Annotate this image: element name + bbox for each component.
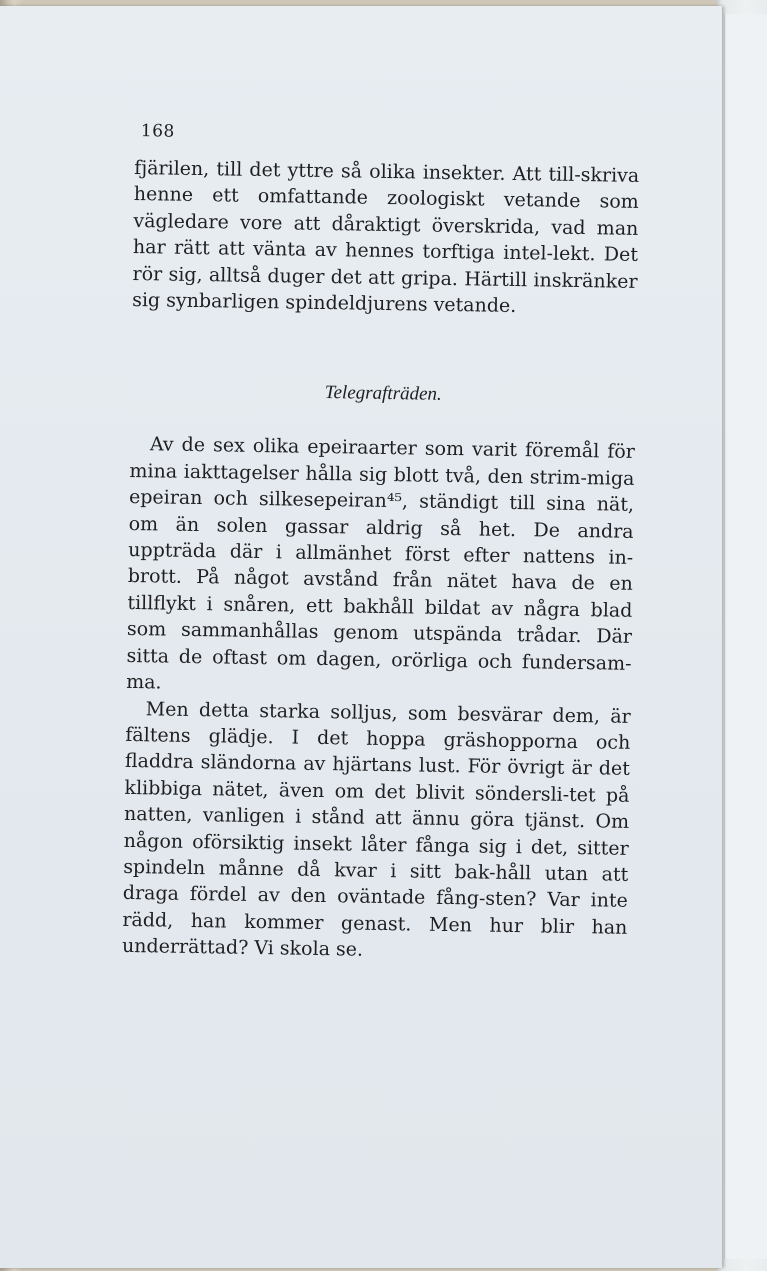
page-number: 168 [140, 121, 175, 142]
paragraph-2: Av de sex olika epeiraarter som varit föremål för mina iakttagelser hålla sig blott två, den strim-miga epeiran och silkesepeiran⁴⁵, ständigt till sina nät, om än solen gassar aldrig så het. De andra uppträda där i allmänhet först efter nattens in-brott. På något avstånd från nätet hava de en tillflykt i snåren, ett bakhåll bildat av några blad som sammanhållas genom utspända trådar. Där sitta de oftast om dagen, orörliga och fundersam-ma. [126, 433, 636, 694]
paragraph-3: Men detta starka solljus, som besvärar dem, är fältens glädje. I det hoppa gräshopporna och fladdra sländorna av hjärtans lust. För övrigt är det klibbiga nätet, även om det blivit söndersli-tet på natten, vanligen i stånd att ännu göra tjänst. Om någon oförsiktig insekt låter fånga sig i det, sitter spindeln månne då kvar i sitt bak-håll utan att draga fördel av den oväntade fång-sten? Var inte rädd, han kommer genast. Men hur blir han underrättad? Vi skola se. [121, 697, 631, 961]
section-title: Telegrafträden. [324, 382, 442, 406]
text-block [122, 121, 640, 967]
next-page-edge [716, 0, 767, 1271]
paragraph-1: fjärilen, till det yttre så olika insekter. Att till-skriva henne ett omfattande zoologiskt vetande som vägledare vore att dåraktigt överskrida, vad man har rätt att vänta av hennes torftiga intel-lekt. Det rör sig, alltså duger det att gripa. Härtill inskränker sig synbarligen spindeldjurens vetande. [132, 156, 640, 318]
book-page [0, 6, 722, 1268]
